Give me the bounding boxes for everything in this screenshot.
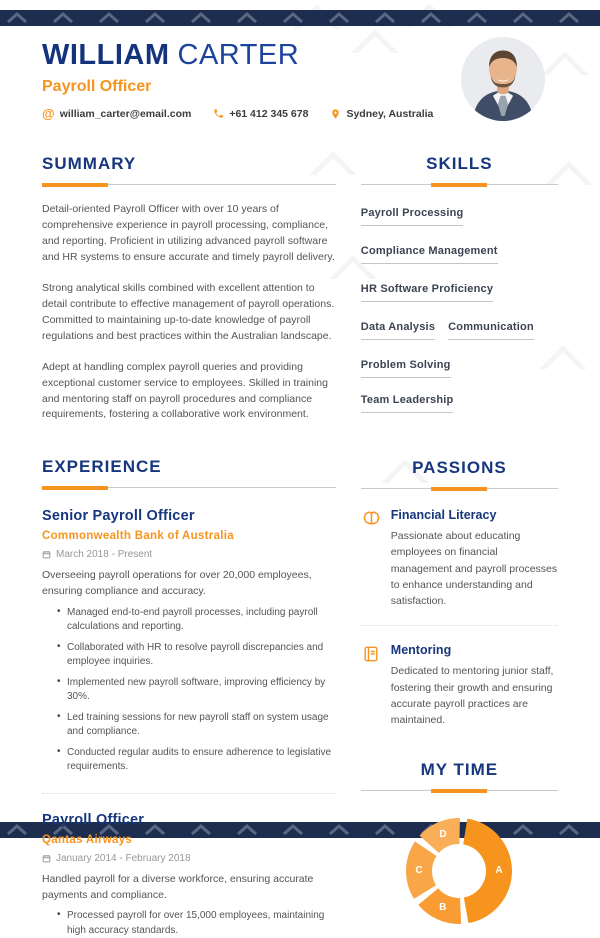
passions-section [361, 458, 558, 728]
summary-section [42, 154, 336, 423]
job-bullet: • Led training sessions for new payroll staff on system usage and compliance. [56, 711, 336, 740]
calendar-icon [42, 854, 51, 863]
passion-name: Financial Literacy [390, 508, 497, 522]
first-name: WILLIAM [42, 39, 170, 71]
my-time-chart [397, 809, 521, 933]
calendar-icon [42, 550, 51, 559]
left-column [42, 154, 336, 938]
chart-slice-label: C [415, 865, 424, 877]
skill-item: Payroll Processing [361, 207, 464, 226]
contact-phone [213, 108, 308, 120]
job-role: Senior Payroll Officer [42, 508, 195, 525]
contact-email [42, 106, 191, 121]
section-rule [42, 486, 336, 490]
job-bullet: • Managed end-to-end payroll processes, including payroll calculations and reporting. [56, 606, 336, 635]
job-role: Payroll Officer [42, 811, 145, 828]
passion-item [361, 643, 558, 728]
chart-slice-label: A [495, 865, 504, 877]
summary-title: SUMMARY [42, 154, 137, 173]
last-name: CARTER [177, 39, 300, 71]
location-pin-icon [330, 108, 341, 120]
my-time-title: MY TIME [420, 760, 499, 780]
job-entry [42, 812, 336, 938]
job-company: Commonwealth Bank of Australia [42, 530, 234, 543]
skills-list [361, 203, 558, 425]
job-dates [42, 853, 336, 864]
job-bullet: • Collaborated with HR to resolve payroll discrepancies and employee inquiries. [56, 641, 336, 670]
chart-wrap [361, 809, 558, 933]
chart-slice-label: D [439, 829, 447, 841]
body-columns [0, 154, 600, 938]
skill-item: HR Software Proficiency [361, 283, 493, 302]
section-rule [361, 183, 558, 187]
right-column [361, 154, 558, 938]
section-rule [42, 183, 336, 187]
job-dates [42, 549, 336, 560]
location-text: Sydney, Australia [346, 107, 434, 120]
passion-text: Dedicated to mentoring junior staff, fostering their growth and ensuring accurate payroll practices are maintained. [390, 665, 554, 727]
passion-body [391, 643, 558, 728]
job-bullet: • Implemented new payroll software, improving efficiency by 30%. [56, 676, 336, 705]
passion-item [361, 508, 558, 609]
dates-text: March 2018 - Present [56, 549, 153, 561]
passion-body [391, 508, 558, 609]
passion-divider [361, 625, 558, 626]
section-rule [361, 789, 558, 793]
chart-slice-A [464, 819, 513, 924]
summary-paragraph: Strong analytical skills combined with excellent attention to detail contribute to effective management of payroll operations. Committed to maintaining up-to-date knowledge of payroll regulations and best practices within the Australian landscape. [42, 281, 335, 342]
passion-name: Mentoring [390, 643, 452, 658]
at-icon: @ [42, 106, 55, 121]
section-rule [361, 487, 558, 491]
skill-item: Compliance Management [361, 245, 498, 264]
skill-item: Problem Solving [361, 359, 451, 378]
summary-paragraph: Adept at handling complex payroll queries and providing exceptional customer service to employees. Skilled in training and mentoring staff on payroll procedures and compliance requirements, fostering a collaborative work environment. [42, 360, 328, 421]
job-divider [42, 793, 336, 794]
brain-icon [361, 508, 391, 609]
job-description: Overseeing payroll operations for over 20,000 employees, ensuring compliance and accuracy. [42, 569, 312, 598]
phone-text: +61 412 345 678 [229, 107, 309, 120]
skill-item: Communication [448, 321, 534, 340]
skills-title: SKILLS [426, 154, 493, 173]
passion-text: Passionate about educating employees on financial management and payroll processes to enhance understanding and satisfaction. [390, 530, 558, 608]
email-text: william_carter@email.com [59, 107, 192, 120]
job-bullet: • Conducted regular audits to ensure adherence to legislative requirements. [56, 746, 336, 775]
contact-location [330, 108, 433, 120]
experience-title: EXPERIENCE [42, 457, 162, 477]
dates-text: January 2014 - February 2018 [56, 852, 191, 864]
chart-slice-label: B [439, 902, 447, 914]
skill-item: Team Leadership [361, 394, 454, 413]
job-title: Payroll Officer [42, 78, 152, 95]
summary-paragraph: Detail-oriented Payroll Officer with over 10 years of comprehensive experience in payroll processing, compliance, and reporting. Proficient in utilizing advanced payroll software and HR systems to ensure accurate and timely payroll delivery. [42, 203, 335, 263]
job-entry [42, 508, 336, 775]
phone-icon [213, 108, 224, 119]
profile-photo [461, 37, 545, 121]
job-bullets [42, 606, 336, 775]
experience-section [42, 457, 336, 938]
passions-title: PASSIONS [412, 458, 507, 477]
book-icon [361, 643, 391, 728]
my-time-section [361, 760, 558, 933]
job-bullets [42, 909, 336, 938]
job-company: Qantas Airways [42, 833, 133, 846]
avatar-image [461, 37, 545, 121]
job-bullet: • Processed payroll for over 15,000 employees, maintaining high accuracy standards. [56, 909, 336, 938]
job-description: Handled payroll for a diverse workforce, ensuring accurate payments and compliance. [42, 872, 314, 901]
skills-section [361, 154, 558, 425]
skill-item: Data Analysis [361, 321, 435, 340]
